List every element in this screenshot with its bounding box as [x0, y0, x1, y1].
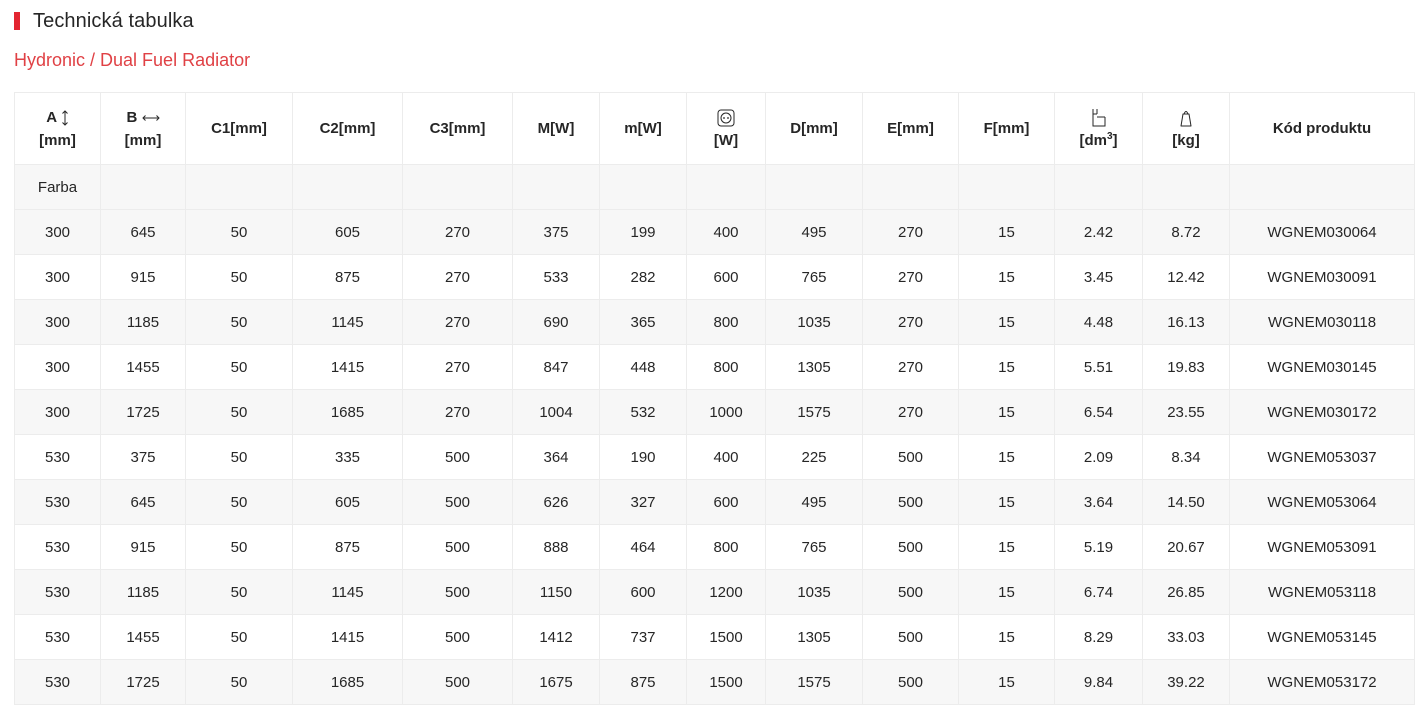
table-cell-d: 1305: [766, 615, 863, 660]
table-cell-a: 300: [15, 255, 101, 300]
power-socket-icon: [717, 109, 735, 127]
table-cell-c3: 270: [403, 210, 513, 255]
table-cell-p: 1200: [687, 570, 766, 615]
table-cell-p: 600: [687, 480, 766, 525]
table-cell-c2: 335: [293, 435, 403, 480]
table-cell-a: 300: [15, 345, 101, 390]
table-cell-w: 8.72: [1143, 210, 1230, 255]
table-cell-m: 464: [600, 525, 687, 570]
col-header-c1: C1[mm]: [186, 93, 293, 165]
col-header-weight: [kg]: [1143, 93, 1230, 165]
table-cell-m: 375: [513, 210, 600, 255]
table-cell-c1: 50: [186, 345, 293, 390]
table-cell-p: 800: [687, 345, 766, 390]
table-cell-w: 23.55: [1143, 390, 1230, 435]
table-cell-e: 270: [863, 210, 959, 255]
table-cell-e: 500: [863, 435, 959, 480]
table-cell-m: 626: [513, 480, 600, 525]
table-row: [15, 345, 1415, 390]
table-cell-a: 530: [15, 615, 101, 660]
table-cell-d: 1305: [766, 345, 863, 390]
table-cell-a: 530: [15, 570, 101, 615]
table-cell-e: 500: [863, 660, 959, 705]
table-cell-c1: 50: [186, 210, 293, 255]
table-cell-e: 270: [863, 300, 959, 345]
table-cell-b: 1725: [101, 390, 186, 435]
table-cell-code: WGNEM053172: [1230, 660, 1415, 705]
table-cell-w: 12.42: [1143, 255, 1230, 300]
table-row: [15, 480, 1415, 525]
table-cell-v: 6.74: [1055, 570, 1143, 615]
table-cell-m: 1004: [513, 390, 600, 435]
table-cell-c2: 605: [293, 480, 403, 525]
table-cell-m: 448: [600, 345, 687, 390]
table-cell-c1: 50: [186, 390, 293, 435]
table-cell-f: 15: [959, 525, 1055, 570]
table-cell-f: 15: [959, 570, 1055, 615]
table-cell-c1: 50: [186, 300, 293, 345]
table-cell-d: 1035: [766, 300, 863, 345]
table-cell-b: 375: [101, 435, 186, 480]
col-header-m-lower: m[W]: [600, 93, 687, 165]
technical-table: [14, 92, 1415, 705]
table-cell-c2: 875: [293, 525, 403, 570]
table-cell-c3: 500: [403, 615, 513, 660]
table-cell-v: 9.84: [1055, 660, 1143, 705]
table-cell-c3: 270: [403, 255, 513, 300]
table-cell-code: WGNEM030172: [1230, 390, 1415, 435]
table-cell-w: 19.83: [1143, 345, 1230, 390]
table-cell-code: WGNEM030091: [1230, 255, 1415, 300]
table-cell-d: 495: [766, 480, 863, 525]
table-cell-m: 888: [513, 525, 600, 570]
table-cell-c2: 1415: [293, 615, 403, 660]
table-cell-p: 1500: [687, 660, 766, 705]
table-cell-w: 14.50: [1143, 480, 1230, 525]
table-cell-v: 5.51: [1055, 345, 1143, 390]
table-cell-v: 3.45: [1055, 255, 1143, 300]
table-cell-p: 400: [687, 435, 766, 480]
table-cell-m: 364: [513, 435, 600, 480]
col-header-f: F[mm]: [959, 93, 1055, 165]
table-cell-a: 300: [15, 390, 101, 435]
table-cell-f: 15: [959, 345, 1055, 390]
table-cell-e: 270: [863, 390, 959, 435]
table-row: [15, 570, 1415, 615]
table-cell-m: 600: [600, 570, 687, 615]
table-cell-c1: 50: [186, 255, 293, 300]
vertical-arrow-icon: [61, 110, 69, 126]
table-cell-f: 15: [959, 615, 1055, 660]
table-row: [15, 435, 1415, 480]
col-header-e: E[mm]: [863, 93, 959, 165]
table-row: [15, 300, 1415, 345]
section-title: Technická tabulka: [33, 9, 194, 32]
table-cell-e: 500: [863, 525, 959, 570]
table-cell-code: WGNEM030118: [1230, 300, 1415, 345]
table-row: [15, 255, 1415, 300]
table-cell-p: 1000: [687, 390, 766, 435]
table-row: [15, 525, 1415, 570]
table-cell-b: 915: [101, 255, 186, 300]
table-cell-a: 530: [15, 660, 101, 705]
table-cell-c2: 1145: [293, 300, 403, 345]
table-cell-code: WGNEM053064: [1230, 480, 1415, 525]
table-cell-f: 15: [959, 255, 1055, 300]
table-cell-code: WGNEM053145: [1230, 615, 1415, 660]
table-cell-p: 800: [687, 525, 766, 570]
table-cell-p: 800: [687, 300, 766, 345]
table-cell-w: 8.34: [1143, 435, 1230, 480]
table-cell-code: WGNEM030145: [1230, 345, 1415, 390]
table-cell-c3: 270: [403, 300, 513, 345]
table-cell-d: 1575: [766, 390, 863, 435]
table-cell-a: 300: [15, 300, 101, 345]
table-cell-a: 300: [15, 210, 101, 255]
table-cell-c1: 50: [186, 570, 293, 615]
group-row: [15, 165, 1415, 210]
col-header-product-code: Kód produktu: [1230, 93, 1415, 165]
table-cell-b: 1185: [101, 570, 186, 615]
table-cell-p: 400: [687, 210, 766, 255]
table-cell-c1: 50: [186, 435, 293, 480]
water-volume-icon: [1091, 108, 1107, 128]
table-cell-code: WGNEM030064: [1230, 210, 1415, 255]
table-cell-w: 16.13: [1143, 300, 1230, 345]
col-header-c3: C3[mm]: [403, 93, 513, 165]
table-cell-m: 282: [600, 255, 687, 300]
table-cell-b: 645: [101, 210, 186, 255]
col-header-m-upper: M[W]: [513, 93, 600, 165]
table-cell-f: 15: [959, 480, 1055, 525]
section-heading: [14, 8, 194, 34]
table-cell-c3: 500: [403, 480, 513, 525]
table-cell-c2: 1685: [293, 660, 403, 705]
table-cell-w: 39.22: [1143, 660, 1230, 705]
table-row: [15, 210, 1415, 255]
col-header-c2: C2[mm]: [293, 93, 403, 165]
table-cell-c1: 50: [186, 525, 293, 570]
group-label: Farba: [15, 165, 101, 210]
table-cell-code: WGNEM053118: [1230, 570, 1415, 615]
col-header-d: D[mm]: [766, 93, 863, 165]
table-cell-a: 530: [15, 435, 101, 480]
table-header-row: [15, 93, 1415, 165]
table-cell-f: 15: [959, 435, 1055, 480]
weight-icon: [1177, 108, 1195, 128]
col-header-volume: $[dm^3]$: [1055, 93, 1143, 165]
table-cell-m: 199: [600, 210, 687, 255]
table-cell-d: 765: [766, 255, 863, 300]
table-cell-d: 765: [766, 525, 863, 570]
table-cell-m: 1150: [513, 570, 600, 615]
table-cell-p: 600: [687, 255, 766, 300]
horizontal-arrow-icon: [142, 114, 160, 122]
table-cell-m: 847: [513, 345, 600, 390]
table-cell-d: 495: [766, 210, 863, 255]
table-cell-w: 33.03: [1143, 615, 1230, 660]
table-cell-e: 500: [863, 570, 959, 615]
table-cell-v: 2.42: [1055, 210, 1143, 255]
table-cell-m: 533: [513, 255, 600, 300]
table-cell-a: 530: [15, 480, 101, 525]
table-row: [15, 390, 1415, 435]
table-cell-d: 225: [766, 435, 863, 480]
table-cell-c2: 605: [293, 210, 403, 255]
table-cell-w: 26.85: [1143, 570, 1230, 615]
table-cell-m: 875: [600, 660, 687, 705]
table-cell-c1: 50: [186, 660, 293, 705]
table-cell-c1: 50: [186, 480, 293, 525]
table-cell-f: 15: [959, 660, 1055, 705]
table-cell-b: 1455: [101, 615, 186, 660]
table-cell-f: 15: [959, 300, 1055, 345]
table-cell-v: 4.48: [1055, 300, 1143, 345]
table-cell-v: 6.54: [1055, 390, 1143, 435]
table-cell-c3: 500: [403, 435, 513, 480]
table-cell-c3: 500: [403, 570, 513, 615]
table-cell-c2: 1685: [293, 390, 403, 435]
table-cell-v: 8.29: [1055, 615, 1143, 660]
table-row: [15, 660, 1415, 705]
table-cell-b: 1725: [101, 660, 186, 705]
table-cell-b: 1185: [101, 300, 186, 345]
product-subtitle: Hydronic / Dual Fuel Radiator: [14, 50, 251, 70]
table-cell-b: 1455: [101, 345, 186, 390]
table-cell-m: 737: [600, 615, 687, 660]
table-cell-m: 532: [600, 390, 687, 435]
table-cell-c2: 875: [293, 255, 403, 300]
table-cell-c2: 1145: [293, 570, 403, 615]
table-cell-e: 500: [863, 480, 959, 525]
table-cell-m: 1675: [513, 660, 600, 705]
table-cell-c3: 500: [403, 660, 513, 705]
table-cell-code: WGNEM053091: [1230, 525, 1415, 570]
accent-bar: [14, 12, 20, 30]
col-header-power: [W]: [687, 93, 766, 165]
table-cell-v: 5.19: [1055, 525, 1143, 570]
table-cell-v: 2.09: [1055, 435, 1143, 480]
table-cell-v: 3.64: [1055, 480, 1143, 525]
table-cell-c3: 270: [403, 345, 513, 390]
table-cell-e: 500: [863, 615, 959, 660]
table-cell-c3: 270: [403, 390, 513, 435]
table-cell-m: 690: [513, 300, 600, 345]
col-header-b: B [mm]: [101, 93, 186, 165]
table-cell-b: 645: [101, 480, 186, 525]
table-cell-c2: 1415: [293, 345, 403, 390]
table-cell-e: 270: [863, 345, 959, 390]
table-cell-f: 15: [959, 210, 1055, 255]
table-cell-c3: 500: [403, 525, 513, 570]
table-cell-m: 190: [600, 435, 687, 480]
table-cell-m: 327: [600, 480, 687, 525]
table-cell-b: 915: [101, 525, 186, 570]
table-cell-d: 1035: [766, 570, 863, 615]
table-cell-m: 1412: [513, 615, 600, 660]
table-cell-p: 1500: [687, 615, 766, 660]
table-row: [15, 615, 1415, 660]
table-cell-c1: 50: [186, 615, 293, 660]
table-cell-m: 365: [600, 300, 687, 345]
table-cell-d: 1575: [766, 660, 863, 705]
table-cell-w: 20.67: [1143, 525, 1230, 570]
table-cell-e: 270: [863, 255, 959, 300]
table-cell-f: 15: [959, 390, 1055, 435]
col-header-a: A [mm]: [15, 93, 101, 165]
table-cell-a: 530: [15, 525, 101, 570]
table-cell-code: WGNEM053037: [1230, 435, 1415, 480]
